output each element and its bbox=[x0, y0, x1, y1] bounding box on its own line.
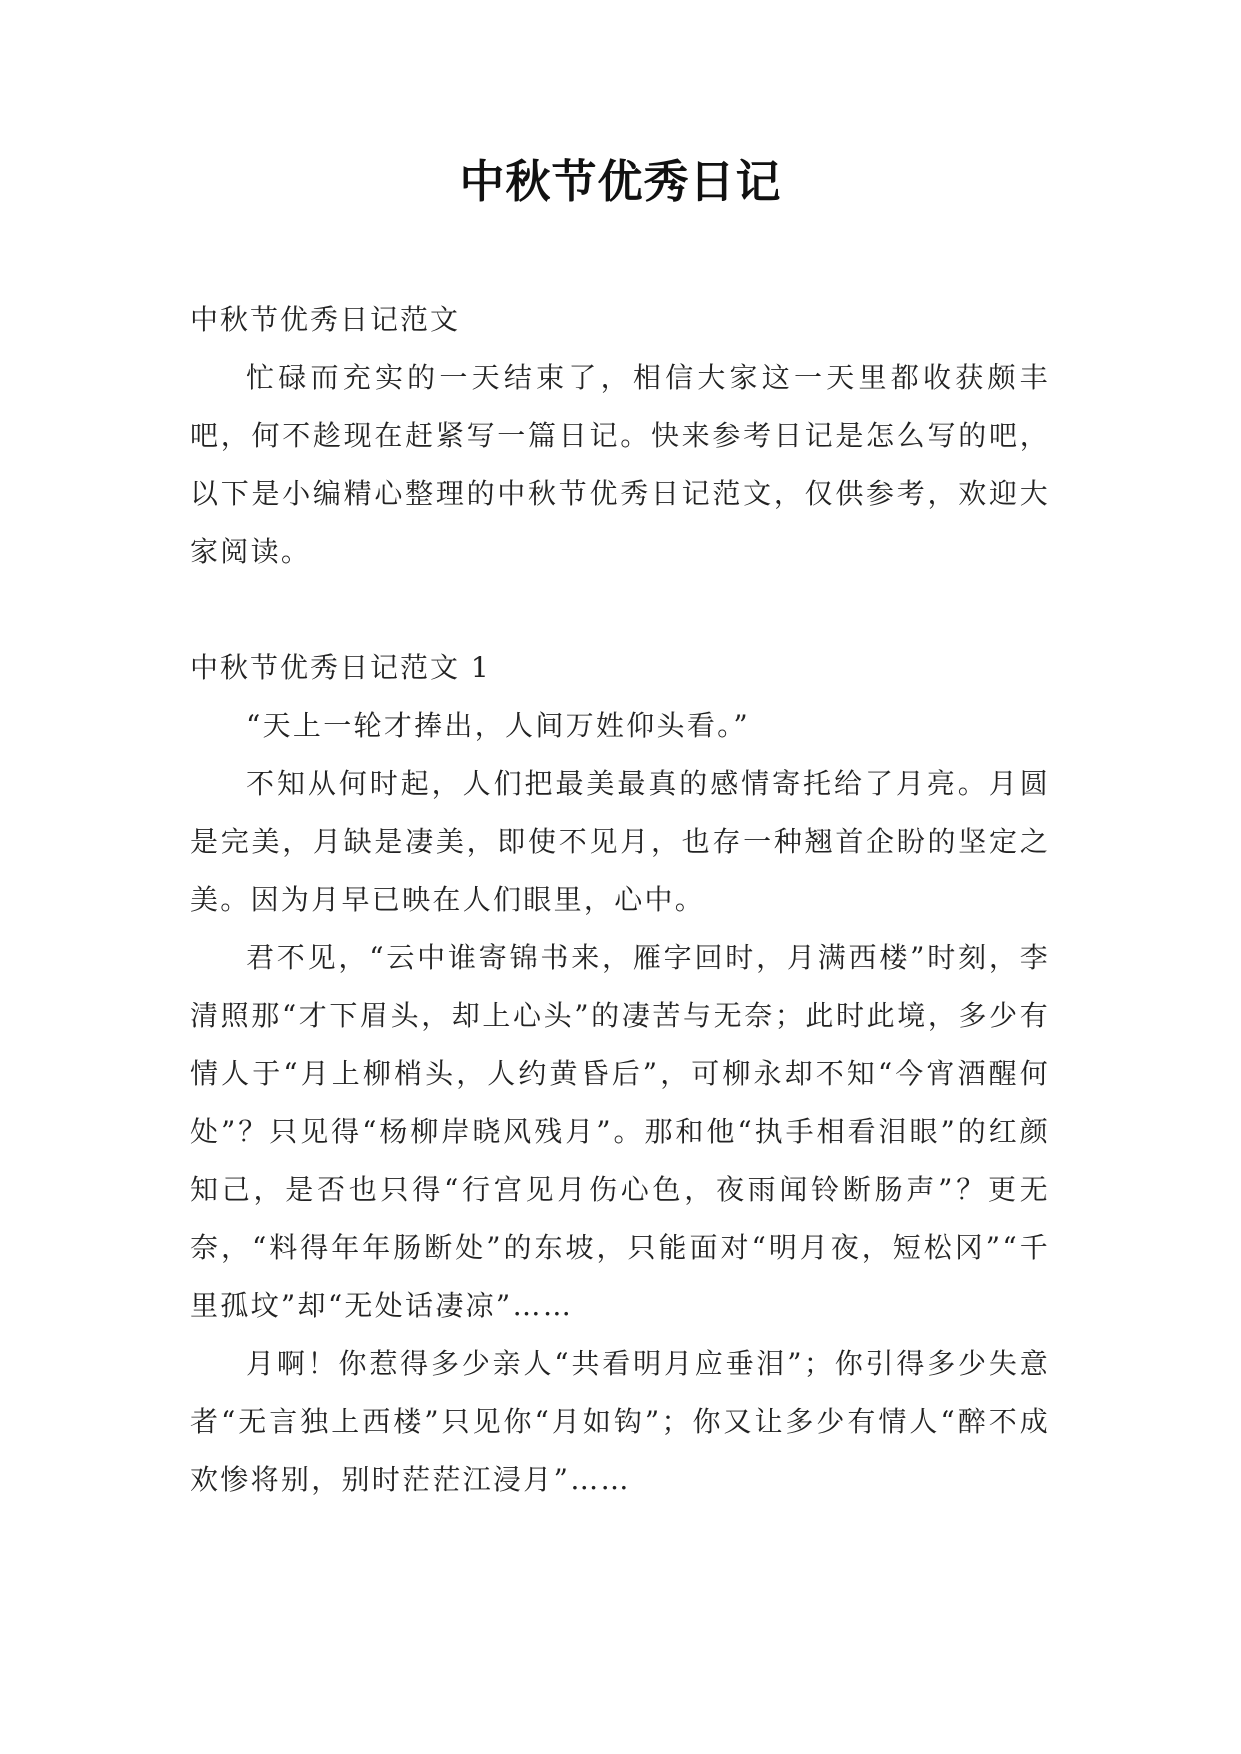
intro-heading: 中秋节优秀日记范文 bbox=[190, 303, 461, 336]
section-spacer bbox=[190, 581, 1050, 639]
document-title: 中秋节优秀日记 bbox=[459, 155, 782, 208]
paragraph-2: 君不见，“云中谁寄锦书来，雁字回时，月满西楼”时刻，李清照那“才下眉头，却上心头”的凄苦与无奈；此时此境，多少有情人于“月上柳梢头，人约黄昏后”，可柳永却不知“今宵酒醒何处”？只见得“杨柳岸晓风残月”。那和他“执手相看泪眼”的红颜知己，是否也只得“行宫见月伤心色，夜雨闻铃断肠声”？更无奈，“料得年年肠断处”的东坡，只能面对“明月夜，短松冈”“千里孤坟”却“无处话凄凉”…… bbox=[190, 941, 1050, 1322]
paragraph-1: 不知从何时起，人们把最美最真的感情寄托给了月亮。月圆是完美，月缺是凄美，即使不见月，也存一种翘首企盼的坚定之美。因为月早已映在人们眼里，心中。 bbox=[190, 767, 1050, 916]
document-body bbox=[190, 291, 1050, 1509]
section1-heading: 中秋节优秀日记范文 1 bbox=[190, 651, 491, 684]
paragraph-3: 月啊！你惹得多少亲人“共看明月应垂泪”；你引得多少失意者“无言独上西楼”只见你“月如钩”；你又让多少有情人“醉不成欢惨将别，别时茫茫江浸月”…… bbox=[190, 1347, 1050, 1496]
intro-paragraph: 忙碌而充实的一天结束了，相信大家这一天里都收获颇丰吧，何不趁现在赶紧写一篇日记。快来参考日记是怎么写的吧，以下是小编精心整理的中秋节优秀日记范文，仅供参考，欢迎大家阅读。 bbox=[190, 361, 1050, 568]
paragraph-quote: “天上一轮才捧出，人间万姓仰头看。” bbox=[246, 709, 751, 742]
